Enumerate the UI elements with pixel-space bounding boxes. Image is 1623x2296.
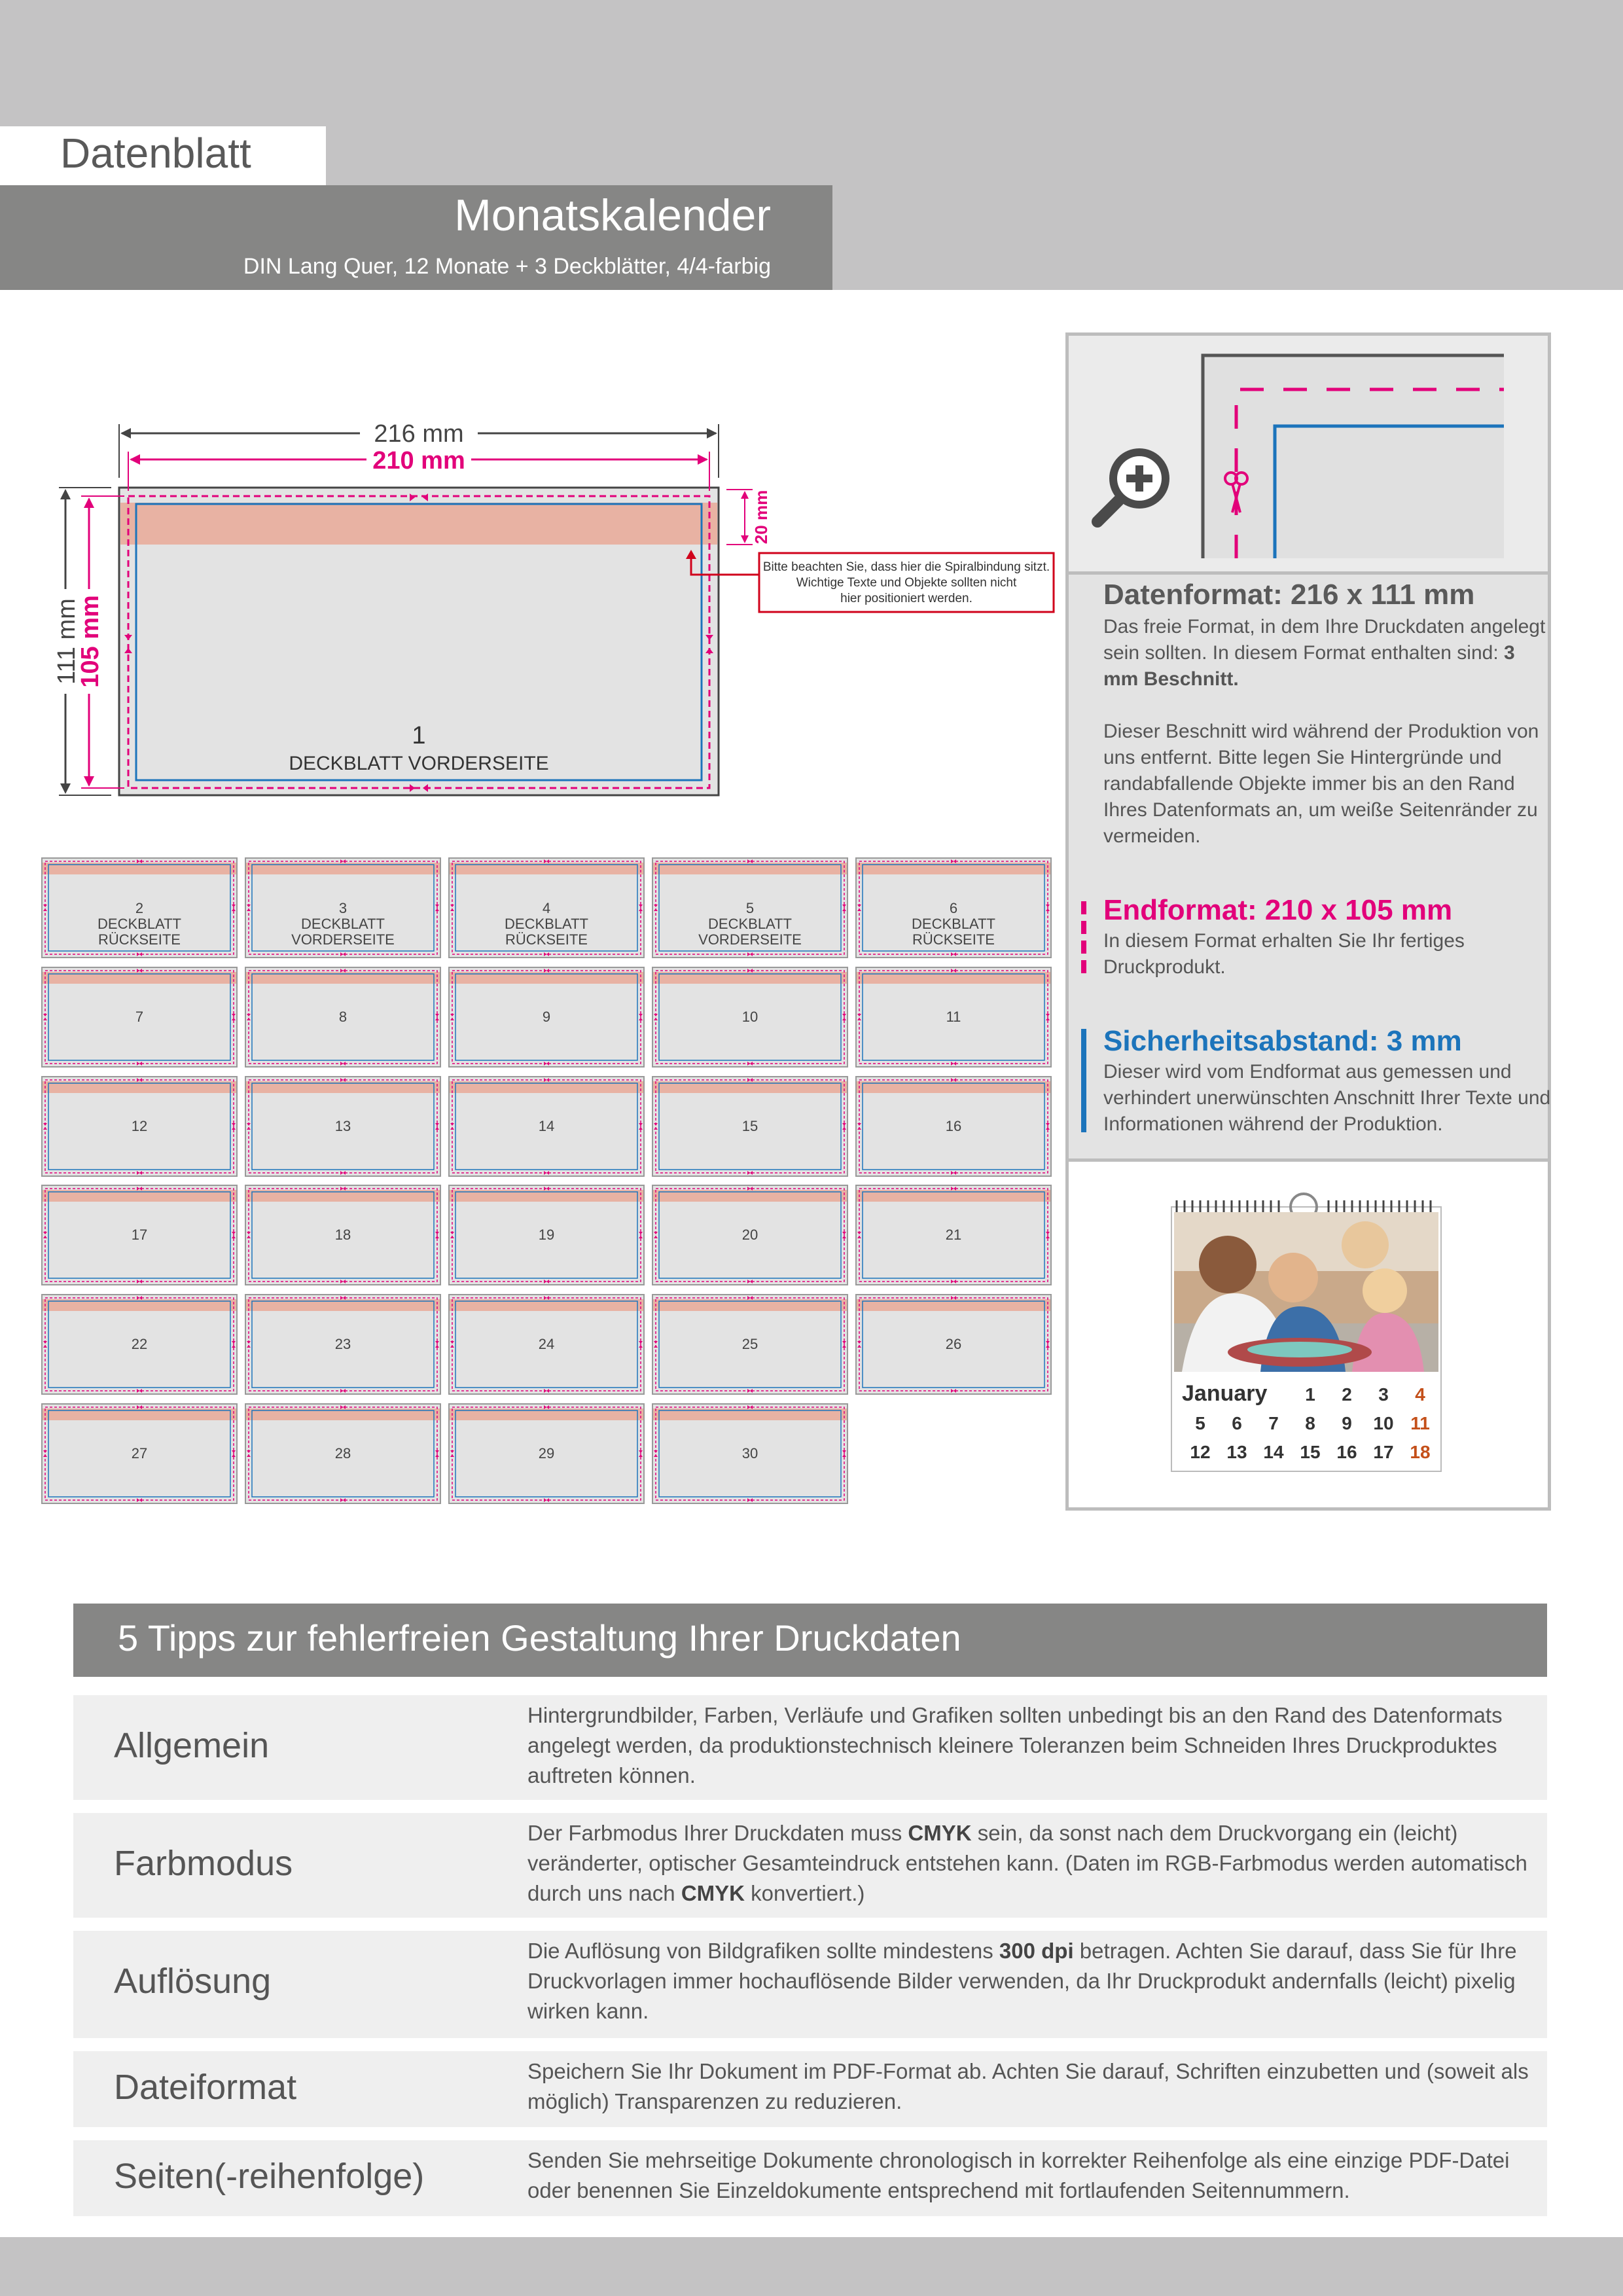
tips-title: 5 Tipps zur fehlerfreien Gestaltung Ihrer Druckdaten <box>118 1617 961 1659</box>
page-thumbnail <box>448 967 645 1067</box>
page-thumbnail <box>245 1294 441 1395</box>
page-thumbnail <box>245 857 441 958</box>
width-outer-label: 216 mm <box>374 420 464 448</box>
page-thumbnail <box>41 1294 238 1395</box>
page-thumbnail <box>652 857 848 958</box>
page-thumbnail <box>855 1076 1052 1177</box>
page-thumbnail <box>245 1076 441 1177</box>
page-thumbnail <box>652 967 848 1067</box>
calendar-product-image <box>1169 1193 1444 1474</box>
page-thumbnail <box>41 1185 238 1285</box>
page-label: 11 <box>946 1009 961 1025</box>
calendar-day: 17 <box>1373 1442 1394 1462</box>
calendar-day: 18 <box>1410 1442 1431 1462</box>
calendar-day: 5 <box>1195 1413 1205 1433</box>
tip-row-aufloesung <box>73 1931 1547 2038</box>
page-thumbnail <box>245 1403 441 1504</box>
page-thumbnail <box>41 857 238 958</box>
height-outer-label: 111 mm <box>53 598 80 685</box>
calendar-day: 7 <box>1268 1413 1279 1433</box>
tip-text: Der Farbmodus Ihrer Druckdaten muss CMYK sein, da sonst nach dem Druckvorgang ein (leicht) veränderter, optischer Gesamteindruck entstehen kann. (Daten im RGB-Farbmodus werden automatisch durch uns nach CMYK konvertiert.) <box>527 1821 1527 1905</box>
tip-row-seiten <box>73 2140 1547 2216</box>
page-thumbnail <box>855 1294 1052 1395</box>
tip-name: Dateiformat <box>114 2068 297 2107</box>
page-label: 19 <box>538 1227 555 1243</box>
page-thumbnail <box>448 1294 645 1395</box>
page-label: 30 <box>741 1445 758 1462</box>
page-thumbnail <box>41 967 238 1067</box>
page-title: Monatskalender <box>454 190 771 240</box>
datenblatt-label: Datenblatt <box>60 130 251 177</box>
page-label: 20 <box>741 1227 758 1243</box>
page-thumbnail <box>41 1076 238 1177</box>
note-line-3: hier positioniert werden. <box>840 592 972 605</box>
page-label: 7 <box>135 1009 144 1025</box>
endformat-marker <box>1081 901 1086 914</box>
page-label: 14 <box>538 1118 555 1134</box>
tip-row-farbmodus <box>73 1813 1547 1918</box>
page-label: 23 <box>334 1336 351 1352</box>
calendar-day: 12 <box>1190 1442 1211 1462</box>
page-thumbnail <box>41 1403 238 1504</box>
page-label: 17 <box>131 1227 148 1243</box>
calendar-day: 15 <box>1300 1442 1321 1462</box>
calendar-day: 1 <box>1305 1384 1315 1405</box>
page-thumbnail <box>245 1185 441 1285</box>
calendar-month: January <box>1182 1381 1268 1406</box>
calendar-day: 4 <box>1415 1384 1425 1405</box>
page-label: 18 <box>334 1227 351 1243</box>
tip-row-allgemein <box>73 1695 1547 1800</box>
tip-name: Allgemein <box>114 1726 270 1765</box>
page-thumbnail <box>652 1185 848 1285</box>
page-thumbnail <box>855 1185 1052 1285</box>
page-thumbnail <box>652 1076 848 1177</box>
page-label: 16 <box>945 1118 962 1134</box>
page-thumbnail <box>448 1403 645 1504</box>
calendar-day: 13 <box>1226 1442 1247 1462</box>
page-label: 8 <box>338 1009 348 1025</box>
calendar-day: 6 <box>1232 1413 1242 1433</box>
page-thumbnail <box>855 857 1052 958</box>
page-label: 9 <box>542 1009 551 1025</box>
datenformat-heading: Datenformat: 216 x 111 mm <box>1103 579 1475 611</box>
page-label: 6 DECKBLATT RÜCKSEITE <box>912 900 995 948</box>
tip-name: Seiten(-reihenfolge) <box>114 2157 425 2196</box>
calendar-day: 9 <box>1342 1413 1352 1433</box>
page-thumbnail <box>652 1403 848 1504</box>
tip-name: Auflösung <box>114 1962 272 2001</box>
page-thumbnail <box>652 1294 848 1395</box>
page-label: 29 <box>538 1445 555 1462</box>
tip-text: Die Auflösung von Bildgrafiken sollte mindestens 300 dpi betragen. Achten Sie darauf, dass Sie für Ihre Druckvorlagen immer hochauflösende Bilder verwenden, da Ihr Druckprodukt andernfalls (leicht) pixelig wirken kann. <box>527 1939 1517 2023</box>
page-label: 24 <box>538 1336 555 1352</box>
tip-name: Farbmodus <box>114 1844 293 1883</box>
tip-text: Hintergrundbilder, Farben, Verläufe und Grafiken sollten unbedingt bis an den Rand des Datenformats angelegt werden, da produktionstechnisch kleinere Toleranzen beim Schneiden Ihres Druckproduktes auftreten können. <box>527 1703 1503 1787</box>
calendar-day: 8 <box>1305 1413 1315 1433</box>
zoom-detail-graphic <box>1069 336 1548 571</box>
page-label: 3 DECKBLATT VORDERSEITE <box>291 900 395 948</box>
calendar-day: 10 <box>1373 1413 1394 1433</box>
datenformat-text-2: Dieser Beschnitt wird während der Produktion von uns entfernt. Bitte legen Sie Hintergründe und randabfallende Objekte immer bis an den Rand Ihres Datenformats an, um weiße Seitenränder zu vermeiden. <box>1103 721 1539 847</box>
calendar-day: 16 <box>1336 1442 1357 1462</box>
page-label: 28 <box>334 1445 351 1462</box>
tip-row-dateiformat <box>73 2051 1547 2127</box>
footer-band <box>0 2237 1623 2296</box>
page-label: 27 <box>131 1445 148 1462</box>
page-label: 21 <box>945 1227 962 1243</box>
endformat-heading: Endformat: 210 x 105 mm <box>1103 894 1453 926</box>
endformat-text: In diesem Format erhalten Sie Ihr fertiges Druckprodukt. <box>1103 930 1465 978</box>
page-thumbnail <box>448 1185 645 1285</box>
page-label: 5 DECKBLATT VORDERSEITE <box>698 900 802 948</box>
tip-text: Speichern Sie Ihr Dokument im PDF-Format ab. Achten Sie darauf, Schriften einzubetten und (soweit als möglich) Transparenzen zu reduzieren. <box>527 2059 1529 2113</box>
page-label: 12 <box>131 1118 148 1134</box>
note-line-1: Bitte beachten Sie, dass hier die Spiralbindung sitzt. <box>762 560 1050 574</box>
sicherheit-marker <box>1081 1029 1086 1132</box>
tip-text: Senden Sie mehrseitige Dokumente chronologisch in korrekter Reihenfolge als eine einzige PDF-Datei oder benennen Sie Einzeldokumente entsprechend mit fortlaufenden Seitennummern. <box>527 2148 1510 2202</box>
page-label: 10 <box>741 1009 758 1025</box>
calendar-day: 3 <box>1378 1384 1389 1405</box>
page-thumbnail <box>245 967 441 1067</box>
binding-dim-label: 20 mm <box>751 490 771 545</box>
calendar-day: 14 <box>1263 1442 1284 1462</box>
page-thumbnail <box>855 967 1052 1067</box>
note-line-2: Wichtige Texte und Objekte sollten nicht <box>796 576 1017 590</box>
datenformat-text: Das freie Format, in dem Ihre Druckdaten angelegt sein sollten. In diesem Format enthalten sind: 3 mm Beschnitt. <box>1103 616 1546 690</box>
main-page-number: 1 <box>412 722 426 749</box>
page-label: 22 <box>131 1336 148 1352</box>
main-page-name: DECKBLATT VORDERSEITE <box>289 753 549 774</box>
page-label: 4 DECKBLATT RÜCKSEITE <box>505 900 588 948</box>
format-diagram <box>39 406 1060 812</box>
page-label: 13 <box>334 1118 351 1134</box>
page-thumbnail <box>448 1076 645 1177</box>
binding-area <box>120 503 717 545</box>
sicherheit-text: Dieser wird vom Endformat aus gemessen und verhindert unerwünschten Anschnitt Ihrer Texte und Informationen während der Produktion. <box>1103 1061 1551 1135</box>
page-label: 26 <box>945 1336 962 1352</box>
calendar-day: 2 <box>1342 1384 1352 1405</box>
sicherheit-heading: Sicherheitsabstand: 3 mm <box>1103 1025 1462 1057</box>
page-label: 2 DECKBLATT RÜCKSEITE <box>98 900 181 948</box>
page-label: 15 <box>741 1118 758 1134</box>
page-thumbnail <box>448 857 645 958</box>
page-label: 25 <box>741 1336 758 1352</box>
zoom-in-icon <box>1097 448 1169 522</box>
width-inner-label: 210 mm <box>372 447 465 475</box>
height-inner-label: 105 mm <box>77 595 104 688</box>
calendar-day: 11 <box>1410 1413 1430 1433</box>
page-subtitle: DIN Lang Quer, 12 Monate + 3 Deckblätter, 4/4-farbig <box>243 254 771 279</box>
